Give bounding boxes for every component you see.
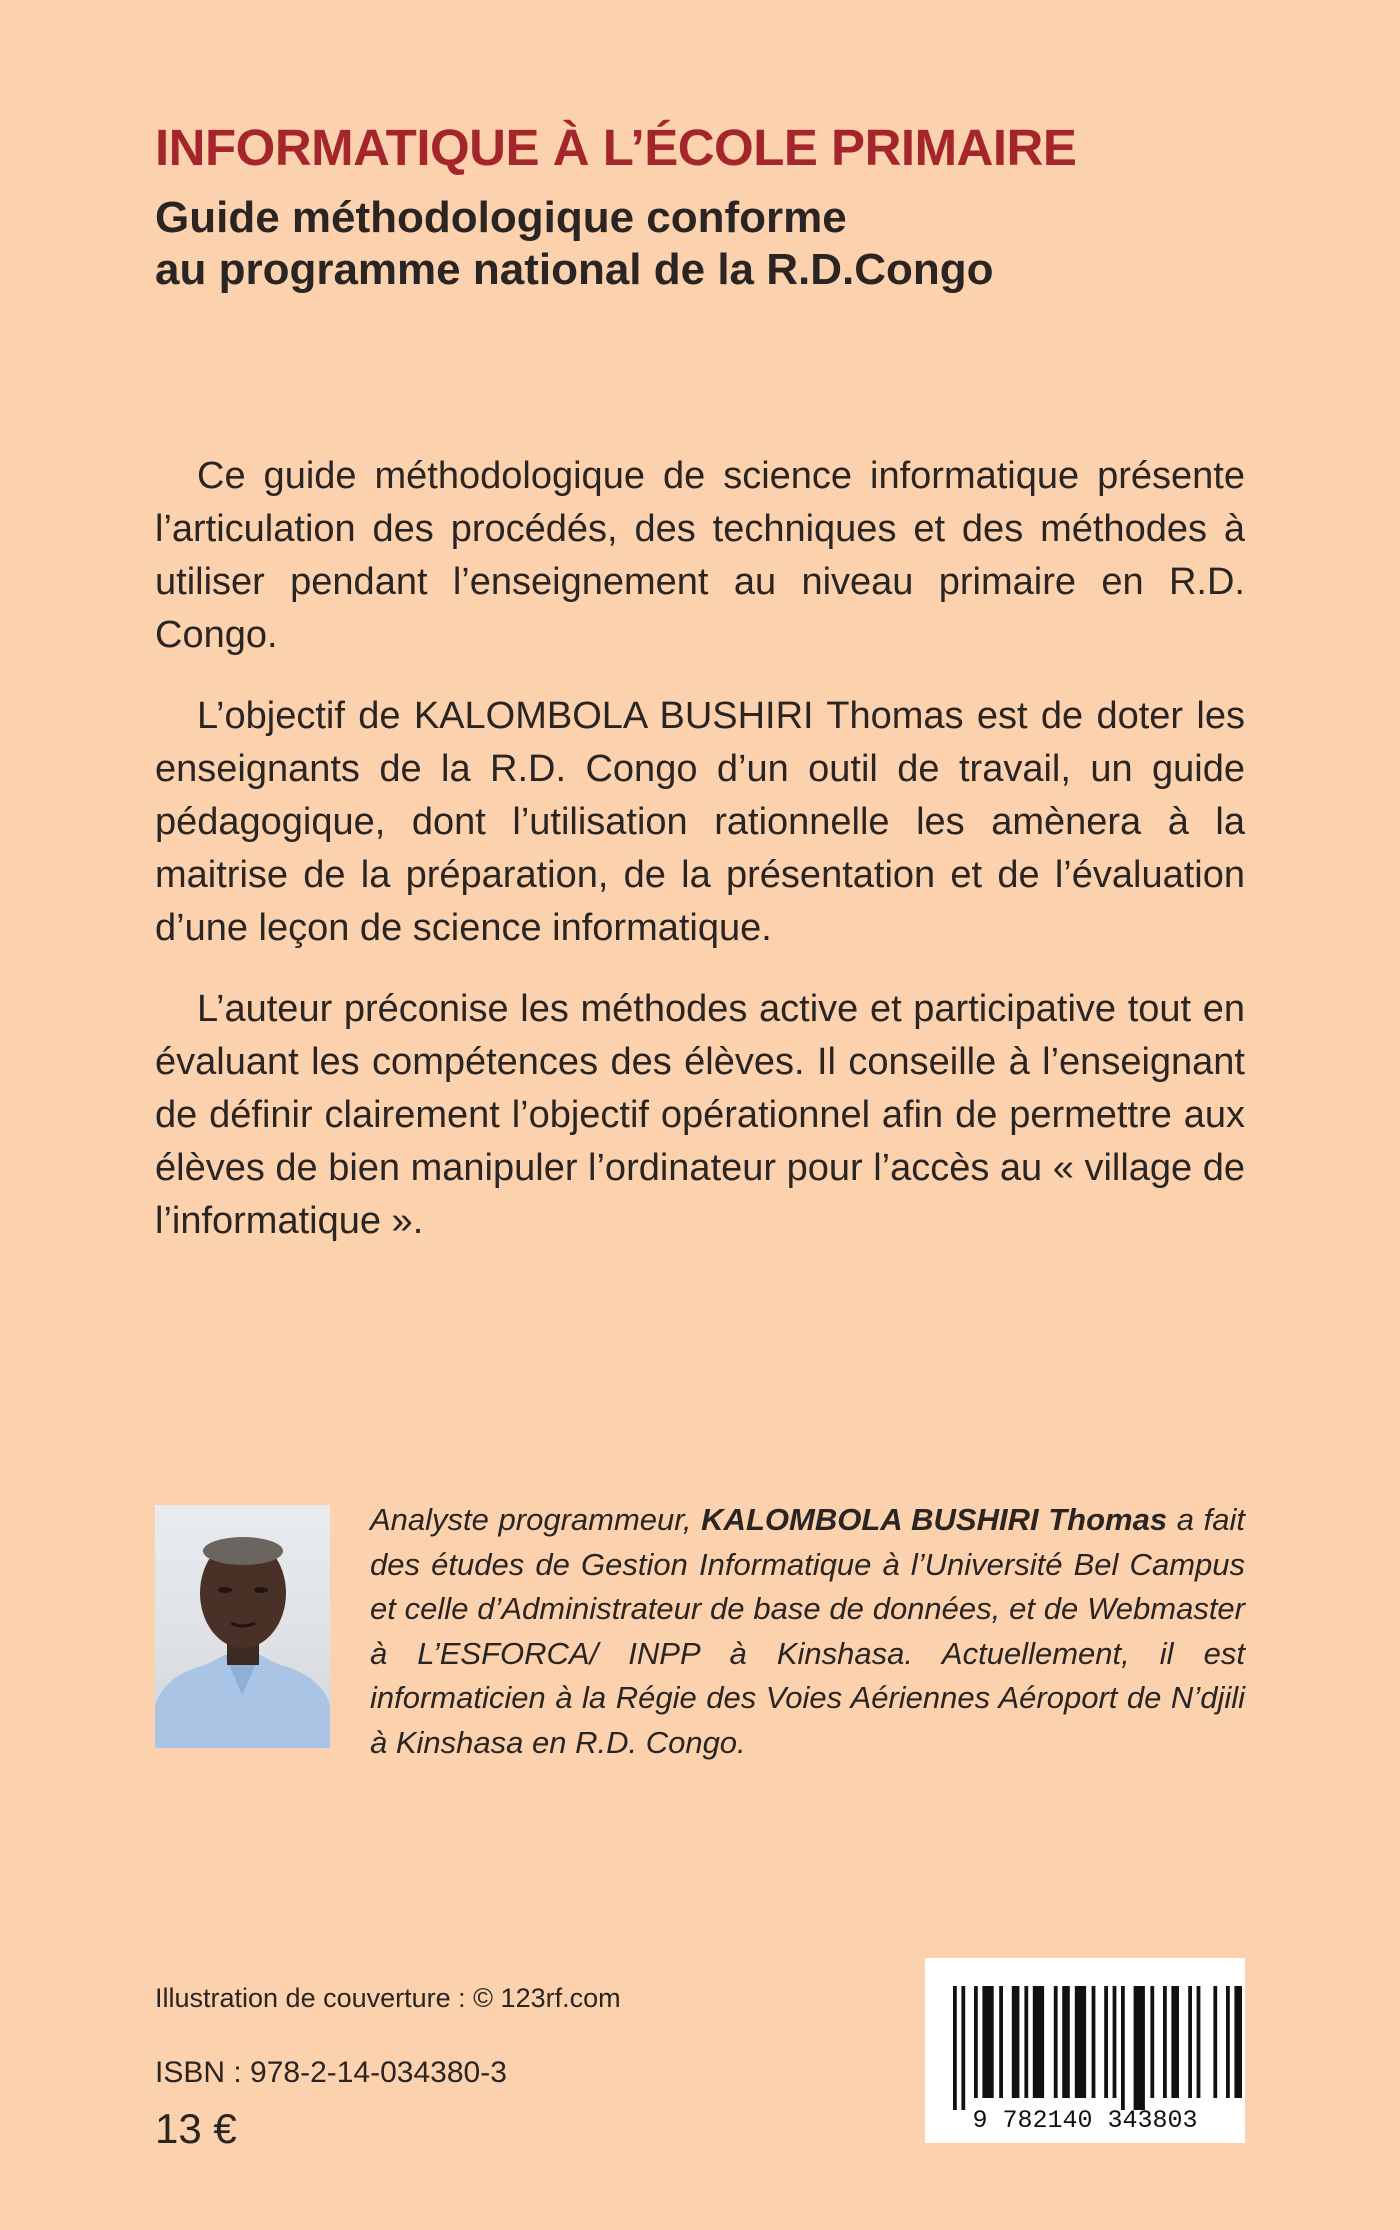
barcode-digits: 9 782140 343803 [972, 2106, 1198, 2135]
author-portrait-icon [155, 1505, 330, 1748]
author-name: KALOMBOLA BUSHIRI Thomas [701, 1502, 1168, 1537]
bio-text: a fait des études de Gestion Informatique à l’Université Bel Campus et celle d’Administrateur de base de données, et de Webmaster à L’ESFORCA/ INPP à Kinshasa. Actuellement, il est informaticien à la Régie des Voies Aériennes Aéroport de N’djili à Kinshasa en R.D. Congo. [370, 1502, 1246, 1760]
blurb-paragraph: L’auteur préconise les méthodes active et participative tout en évaluant les compétences des élèves. Il conseille à l’enseignant de définir clairement l’objectif opérationnel afin de permettre aux élèves de bien manipuler l’ordinateur pour l’accès au « village de l’informatique ». [155, 988, 1245, 1242]
subtitle-line-2: au programme national de la R.D.Congo [155, 245, 994, 294]
blurb-paragraph: L’objectif de KALOMBOLA BUSHIRI Thomas est de doter les enseignants de la R.D. Congo d’un outil de travail, un guide pédagogique, dont l’utilisation rationnelle les amènera à la maitrise de la préparation, de la présentation et de l’évaluation d’une leçon de science informatique. [155, 695, 1245, 949]
barcode [925, 1958, 1245, 2143]
barcode-icon [925, 1958, 1245, 2143]
isbn: ISBN : 978-2-14-034380-3 [155, 2056, 507, 2089]
author-bio [370, 1498, 1245, 1765]
book-subtitle [155, 192, 1255, 296]
subtitle-line-1: Guide méthodologique conforme [155, 193, 847, 242]
bio-intro: Analyste programmeur, [370, 1502, 702, 1537]
cover-illustration-credit: Illustration de couverture : © 123rf.com [155, 1983, 621, 2013]
blurb-paragraph: Ce guide méthodologique de science informatique présente l’articulation des procédés, des techniques et des méthodes à utiliser pendant l’enseignement au niveau primaire en R.D. Congo. [155, 455, 1245, 656]
book-title: INFORMATIQUE À L’ÉCOLE PRIMAIRE [155, 119, 1077, 176]
blurb [155, 450, 1245, 1276]
price: 13 € [155, 2105, 237, 2152]
author-photo [155, 1505, 330, 1748]
